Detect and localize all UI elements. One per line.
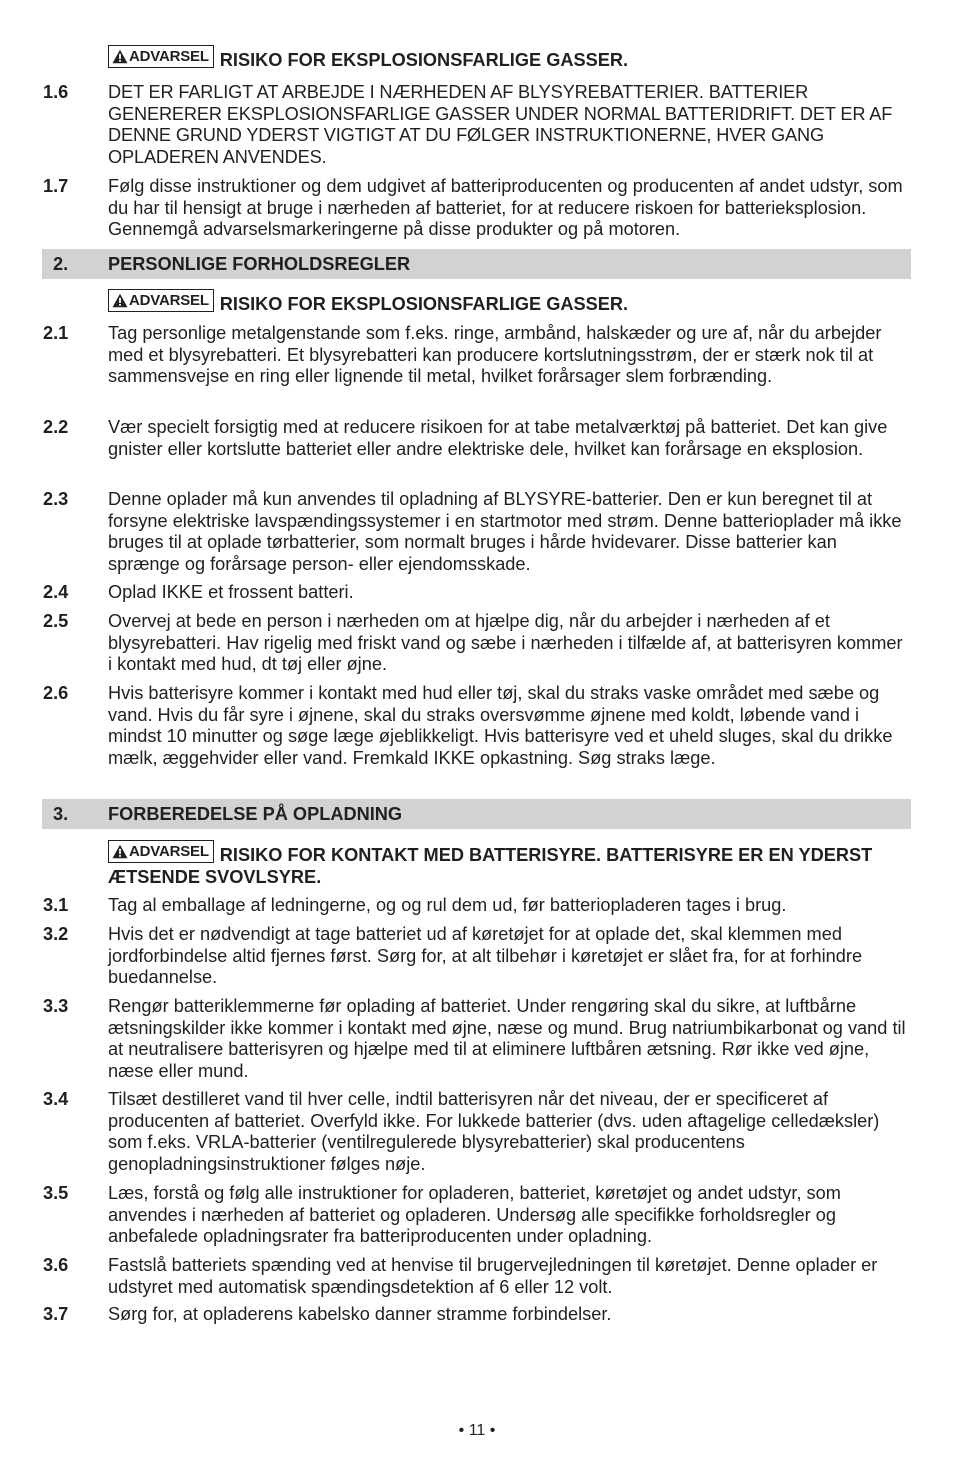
warning-explosive-gases-2 [108,289,910,316]
warning-triangle-icon [112,49,128,64]
warning-text: RISIKO FOR EKSPLOSIONSFARLIGE GASSER. [219,50,629,70]
warning-text: RISIKO FOR KONTAKT MED BATTERISYRE. BATTERISYRE ER EN YDERST ÆTSENDE SVOVLSYRE. [108,845,873,887]
manual-page: ADVARSEL RISIKO FOR EKSPLOSIONSFARLIGE GASSER. 1.6 DET ER FARLIGT AT ARBEJDE I NÆRHEDEN AF BLYSYREBATTERIER. BATTERIER GENERERER EKSPLOSIONSFARLIGE GASSER UNDER NORMAL BATTERIDRIFT. DET ER AF DENNE GRUND YDERST VIGTIGT AT DU FØLGER INSTRUKTIONERNE, HVER GANG OPLADEREN ANVENDES. 1.7 Følg disse instruktioner og dem udgivet af batteriproducenten og producenten af andet udstyr, som du har til hensigt at bruge i nærheden af batteriet, for at reducere riskoen for batterieksplosion. Gennemgå advarselsmarkeringerne på disse produkter og på motoren. 2. PERSONLIGE FORHOLDSREGLER ADVARSEL RISIKO FOR EKSPLOSIONSFARLIGE GASSER. 2.1 Tag personlige metalgenstande som f.eks. ringe, armbånd, halskæder og ure af, når du arbejder med et blysyrebatteri. Et blysyrebatteri kan producere kortslutningsstrøm, der er stærk nok til at sammensvejse en ring eller lignende til metal, hvilket forårsager slem forbrænding. 2.2 Vær specielt forsigtig med at reducere risikoen for at tabe metalværktøj på batteriet. Det kan give gnister eller kortslutte batteriet eller andre elektriske dele, hvilket kan forårsage en eksplosion. 2.3 Denne oplader må kun anvendes til opladning af BLYSYRE-batterier. Den er kun beregnet til at forsyne elektriske lavspændingssystemer i en startmotor med strøm. Denne batterioplader må ikke bruges til at oplade tørbatterier, som normalt bruges i hårde hvidevarer. Disse batterier kan sprænge og forårsage person- eller ejendomsskade. 2.4 Oplad IKKE et frossent batteri. 2.5 Overvej at bede en person i nærheden om at hjælpe dig, når du arbejder i nærheden af et blysyrebatteri. Hav rigelig med friskt vand og sæbe i nærheden i tilfælde af, at batterisyren kommer i kontakt med hud, dt tøj eller øjne. 2.6 Hvis batterisyre kommer i kontakt med hud eller tøj, skal du straks vaske området med sæbe og vand. Hvis du får syre i øjnene, skal du straks oversvømme øjnene med koldt, løbende vand i mindst 10 minutter og søge læge øjeblikkeligt. Hvis batterisyre ved et uheld sluges, skal du drikke mælk, æggehvider eller vand. Fremkald IKKE opkastning. Søg straks læge. 3. FORBEREDELSE PÅ OPLADNING ADVARSEL RISIKO FOR KONTAKT MED BATTERISYRE. BATTERISYRE ER EN YDERST ÆTSENDE SVOVLSYRE. 3.1 Tag al emballage af ledningerne, og og rul dem ud, før batteriopladeren tages i brug. 3.2 Hvis det er nødvendigt at tage batteriet ud af køretøjet for at oplade det, skal klemmen med jordforbindelse altid fjernes først. Sørg for, at alt tilbehør i køretøjet er slået fra, for at forhindre buedannelse. 3.3 Rengør batteriklemmerne før oplading af batteriet. Under rengøring skal du sikre, at luftbårne ætsningskilder ikke kommer i kontakt med øjne, næse og mund. Brug natriumbikarbonat og vand til at neutralisere batterisyren og hjælpe med til at eliminere luftbåren ætsning. Rør ikke ved øjne, næse eller mund. 3.4 Tilsæt destilleret vand til hver celle, indtil batterisyren når det niveau, der er specificeret af producenten af batteriet. Overfyld ikke. For lukkede batterier (dvs. uden aftagelige celledæksler) som f.eks. VRLA-batterier (ventilregulerede blysyrebatterier) skal producentens genopladningsinstruktioner følges nøje. 3.5 Læs, forstå og følg alle instruktioner for opladeren, batteriet, køretøjet og andet udstyr, som anvendes i nærheden af batteriet og opladeren. Undersøg alle specifikke forholdsregler og anbefalede opladningsrater fra batteriproducenten under opladning. 3.6 Fastslå batteriets spænding ved at henvise til brugervejledningen til køretøjet. Denne oplader er udstyret med automatisk spændingsdetektion af 6 eller 12 volt. 3.7 Sørg for, at opladerens kabelsko danner stramme forbindelser. • 11 • [0,0,954,1475]
warning-badge: ADVARSEL [108,289,214,312]
warning-badge: ADVARSEL [108,45,214,68]
section-header-2: 2. PERSONLIGE FORHOLDSREGLER [42,249,911,279]
section-header-3: 3. FORBEREDELSE PÅ OPLADNING [42,799,911,829]
warning-badge: ADVARSEL [108,840,214,863]
warning-triangle-icon [112,844,128,859]
warning-battery-acid [108,840,910,888]
page-number: • 11 • [458,1422,496,1439]
warning-triangle-icon [112,293,128,308]
warning-text: RISIKO FOR EKSPLOSIONSFARLIGE GASSER. [219,294,629,314]
warning-explosive-gases-1 [108,45,910,72]
